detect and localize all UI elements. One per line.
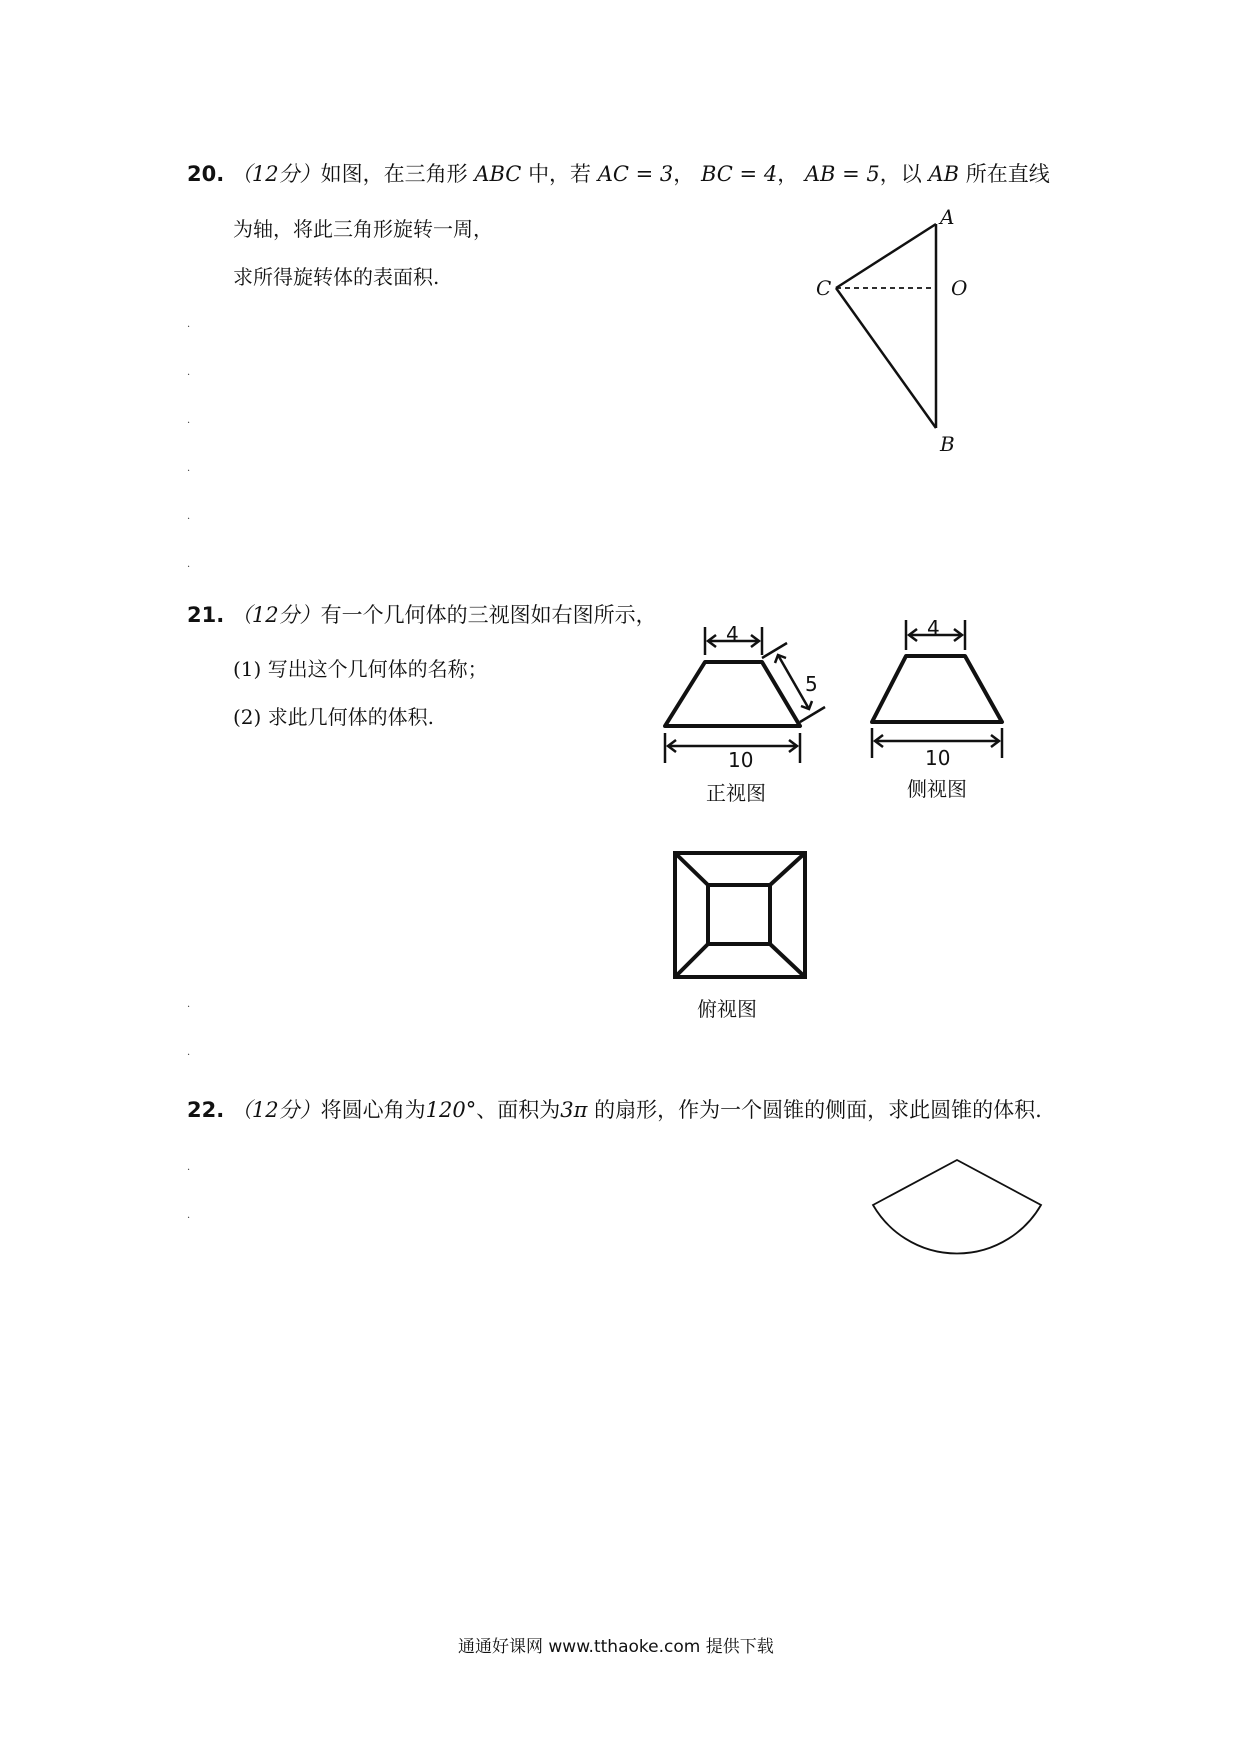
q20-ab: AB = 5 [804, 162, 880, 186]
q22-text-a: 将圆心角为 [320, 1098, 426, 1122]
q20-text-d: 所在直线 [965, 162, 1050, 186]
q22-text-c: 的扇形，作为一个圆锥的侧面，求此圆锥的体积. [594, 1098, 1042, 1122]
side-trapezoid [872, 656, 1002, 722]
segment-cb [836, 288, 936, 428]
q20-ab-axis: AB [928, 162, 960, 186]
q22-number: 22. [187, 1098, 225, 1122]
margin-dot: · [187, 514, 191, 525]
side-view-figure [860, 610, 1020, 760]
front-top-label: 4 [726, 622, 739, 646]
label-b: B [940, 432, 955, 456]
q20-sep1: ， [673, 162, 695, 186]
q21-line1 [187, 605, 657, 626]
front-view-caption: 正视图 [706, 781, 766, 805]
q20-number: 20. [187, 162, 225, 186]
q21-points: （12分） [230, 603, 321, 627]
margin-dot: · [187, 1050, 191, 1061]
q20-points: （12分） [230, 162, 321, 186]
q21-number: 21. [187, 603, 225, 627]
page-footer: 通通好课网 www.tthaoke.com 提供下载 [458, 1637, 774, 1657]
q20-line1 [187, 164, 1050, 185]
q20-line2: 为轴，将此三角形旋转一周， [233, 217, 493, 241]
side-view-caption: 侧视图 [907, 777, 967, 801]
label-a: A [940, 205, 955, 229]
q20-triangle-name: ABC [474, 162, 522, 186]
top-view-inner-square [708, 885, 770, 944]
q20-text-b: 中，若 [528, 162, 592, 186]
front-view-figure [650, 615, 850, 765]
q22-angle: 120° [425, 1098, 477, 1122]
q22-line1 [187, 1100, 1042, 1121]
label-c: C [816, 276, 832, 300]
q20-ac: AC = 3 [597, 162, 674, 186]
margin-dot: · [187, 1002, 191, 1013]
top-view-figure [665, 848, 815, 984]
q22-text-b: 、面积为 [476, 1098, 561, 1122]
margin-dot: · [187, 1165, 191, 1176]
top-view-diagonal [770, 944, 805, 977]
q20-text-a: 如图，在三角形 [320, 162, 468, 186]
segment-ac [836, 224, 936, 288]
q21-part2: (2) 求此几何体的体积. [233, 705, 435, 729]
q21-part1: (1) 写出这个几何体的名称； [233, 657, 488, 681]
front-bottom-label: 10 [728, 748, 754, 772]
margin-dot: · [187, 1213, 191, 1224]
front-slant-tick-bottom [800, 707, 825, 722]
sector-shape [873, 1160, 1041, 1253]
side-bottom-label: 10 [925, 746, 951, 770]
margin-dot: · [187, 418, 191, 429]
front-slant-label: 5 [805, 672, 818, 696]
margin-dot: · [187, 370, 191, 381]
margin-dot: · [187, 466, 191, 477]
q20-triangle-figure [800, 200, 980, 460]
q20-line3: 求所得旋转体的表面积. [233, 265, 440, 289]
q22-area: 3π [560, 1098, 588, 1122]
top-view-caption: 俯视图 [697, 997, 757, 1021]
front-trapezoid [665, 662, 800, 726]
q20-sep2: ， [777, 162, 799, 186]
top-view-diagonal [675, 944, 708, 977]
q20-text-c: ，以 [879, 162, 922, 186]
q22-points: （12分） [230, 1098, 321, 1122]
sector-figure [860, 1148, 1060, 1258]
margin-dot: · [187, 322, 191, 333]
margin-dot: · [187, 562, 191, 573]
side-top-label: 4 [927, 616, 940, 640]
q20-bc: BC = 4 [700, 162, 778, 186]
label-o: O [951, 276, 968, 300]
top-view-diagonal [770, 853, 805, 885]
q21-intro: 有一个几何体的三视图如右图所示， [320, 603, 657, 627]
top-view-diagonal [675, 853, 708, 885]
